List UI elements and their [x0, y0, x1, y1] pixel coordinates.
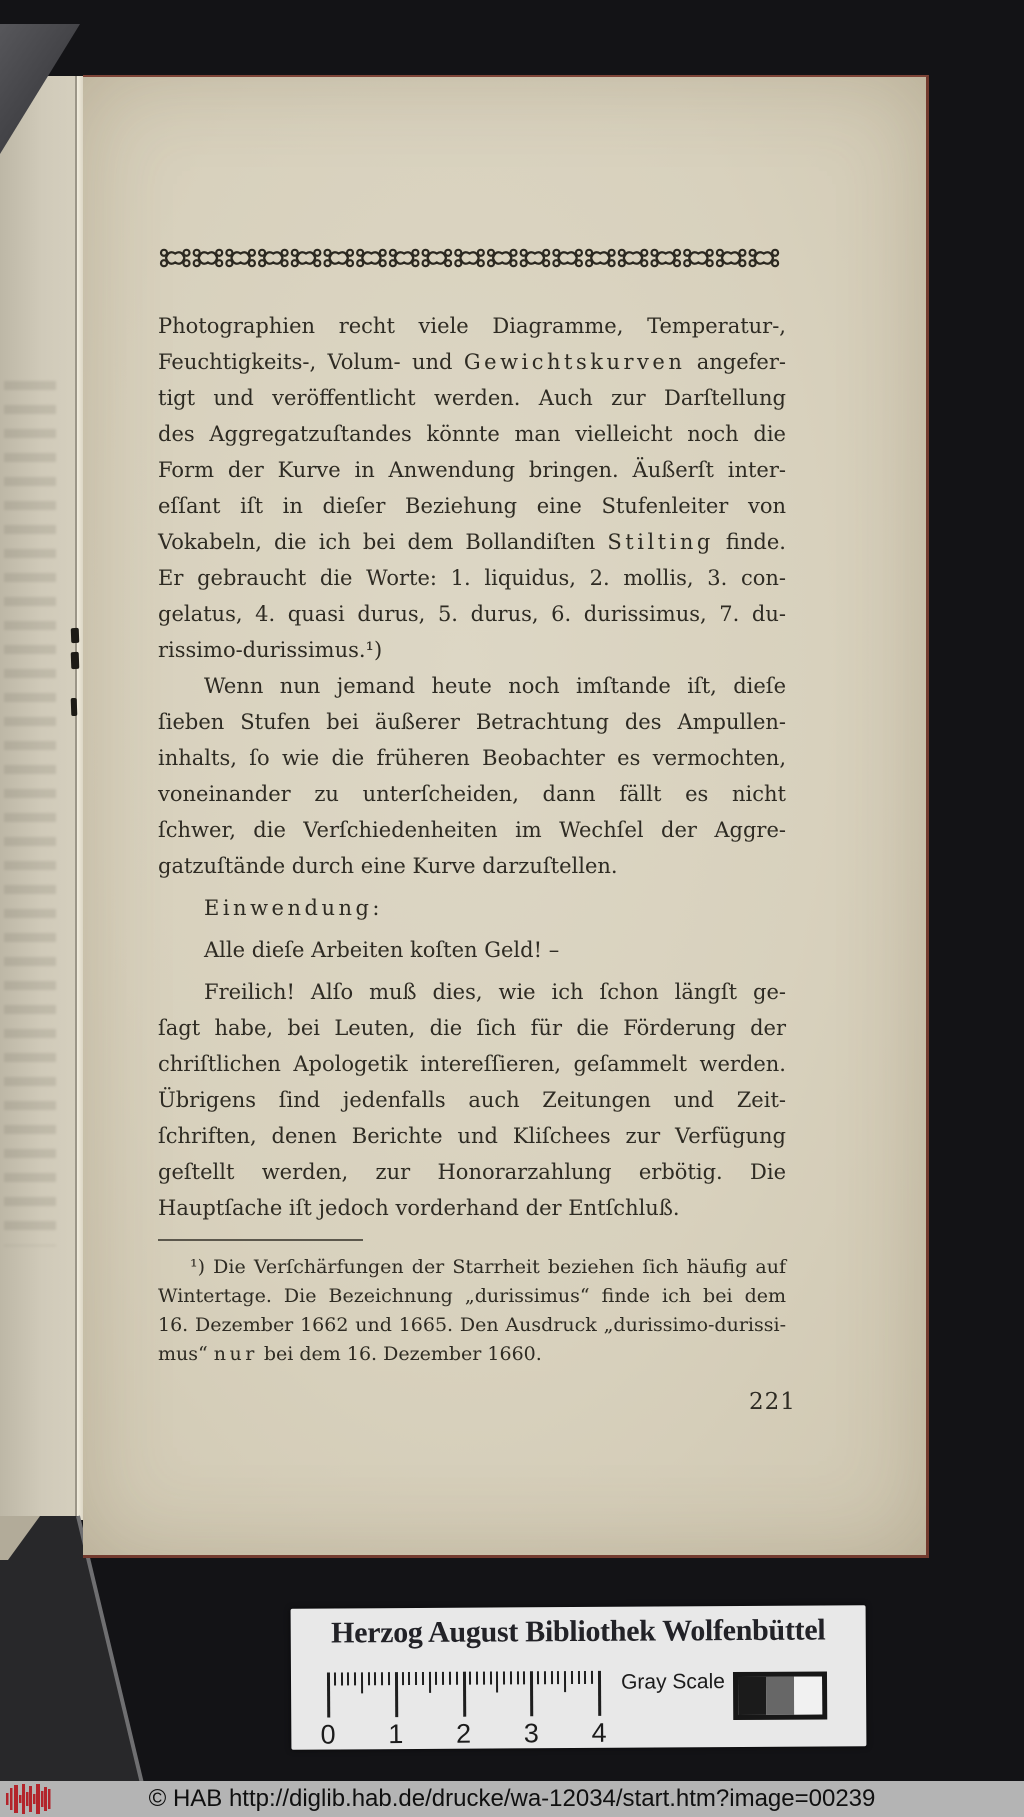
text-line: mus“ nur bei dem 16. Dezember 1660. [158, 1343, 542, 1365]
text-line: Photographien recht viele Diagramme, Temperatur-, [158, 314, 786, 338]
gray-scale-swatches [733, 1671, 827, 1720]
ruler-tick [327, 1673, 330, 1718]
ruler-tick [341, 1672, 343, 1685]
ruler-tick [591, 1671, 593, 1684]
text-line: Wenn nun jemand heute noch imſtande iſt, dieſe [204, 674, 786, 698]
ink-mark [71, 628, 80, 643]
ruler-tick [449, 1672, 451, 1685]
ink-mark [71, 698, 78, 716]
ruler-tick [435, 1672, 437, 1685]
body-text [158, 308, 786, 1226]
footer-bar [0, 1781, 1024, 1817]
text-line: ¹) Die Verſchärfungen der Starrheit beziehen ſich häufig auf [190, 1256, 786, 1278]
ruler-tick [422, 1672, 424, 1685]
label-title: Herzog August Bibliothek Wolfenbüttel [330, 1613, 826, 1650]
ruler-tick [523, 1671, 525, 1684]
text-line: Freilich! Alſo muß dies, wie ich ſchon längſt ge- [204, 980, 786, 1004]
book-page [83, 75, 929, 1558]
footnote-text [158, 1253, 786, 1369]
ruler-tick [483, 1672, 485, 1685]
footnote-block [158, 1239, 786, 1369]
text-line: des Aggregatzuſtandes könnte man vielleicht noch die [158, 422, 786, 446]
text-line: Form der Kurve in Anwendung bringen. Äußerſt inter- [158, 458, 786, 482]
ruler [320, 1671, 617, 1750]
swatch-gray [766, 1677, 794, 1715]
text-block [158, 247, 786, 1226]
text-line: Wintertage. Die Bezeichnung „durissimus“ finde ich bei dem [158, 1285, 786, 1307]
ruler-numbers [320, 1671, 617, 1750]
text-line: gelatus, 4. quasi durus, 5. durus, 6. durissimus, 7. du- [158, 602, 786, 626]
swatch-black [738, 1677, 766, 1715]
ruler-number: 1 [388, 1719, 404, 1750]
ruler-tick [462, 1672, 465, 1717]
ruler-number: 4 [591, 1717, 607, 1748]
ruler-tick [551, 1671, 553, 1684]
ruler-tick [503, 1671, 505, 1684]
ruler-tick [537, 1671, 539, 1684]
ruler-tick [395, 1672, 398, 1717]
ruler-ticks [327, 1671, 617, 1673]
text-line: ſagt habe, bei Leuten, die ſich für die Förderung der [158, 1016, 786, 1040]
ink-mark [71, 652, 80, 669]
ruler-number: 2 [455, 1718, 472, 1749]
ruler-tick [334, 1672, 336, 1685]
ruler-tick [476, 1672, 478, 1685]
text-line: Vokabeln, die ich bei dem Bollandiſten Stilting finde. [158, 530, 786, 554]
ruler-tick [415, 1672, 417, 1685]
ruler-tick [347, 1672, 349, 1685]
text-line: chriſtlichen Apologetik intereſſieren, geſammelt werden. [158, 1052, 786, 1076]
ruler-tick [530, 1671, 533, 1716]
ruler-tick [544, 1671, 546, 1684]
text-line: rissimo-durissimus.¹) [158, 638, 383, 662]
text-line: ſchriften, denen Berichte und Kliſchees zur Verfügung [158, 1124, 786, 1148]
ruler-tick [456, 1672, 458, 1685]
ruler-tick [584, 1671, 586, 1684]
text-line: Alle dieſe Arbeiten koſten Geld! – [204, 938, 560, 962]
ruler-tick [368, 1672, 370, 1685]
ruler-tick [598, 1671, 601, 1716]
ruler-tick [374, 1672, 376, 1685]
ruler-tick [469, 1672, 471, 1685]
text-line: inhalts, ſo wie die früheren Beobachter es vermochten, [158, 746, 786, 770]
text-line: Einwendung: [204, 896, 384, 920]
facing-page-edge [0, 76, 77, 1516]
footnote-separator [158, 1239, 363, 1241]
text-line: Feuchtigkeits-, Volum- und Gewichtskurven angefer- [158, 350, 786, 374]
swatch-white [794, 1677, 822, 1715]
ruler-tick [388, 1672, 390, 1685]
gray-scale-label: Gray Scale [620, 1670, 725, 1694]
ghost-text-showthrough [4, 366, 56, 1246]
ruler-tick [578, 1671, 580, 1684]
text-line: Hauptſache iſt jedoch vorderhand der Entſchluß. [158, 1196, 680, 1220]
page-number: 221 [749, 1389, 796, 1415]
text-line: tigt und veröffentlicht werden. Auch zur Darſtellung [158, 386, 786, 410]
text-line: gatzuſtände durch eine Kurve darzuſtellen. [158, 854, 618, 878]
ruler-tick [571, 1671, 573, 1684]
ruler-tick [490, 1672, 492, 1685]
text-line: voneinander zu unterſcheiden, dann fällt es nicht [158, 782, 786, 806]
ruler-tick [496, 1671, 498, 1692]
text-line: Er gebraucht die Worte: 1. liquidus, 2. mollis, 3. con- [158, 566, 786, 590]
reference-label [291, 1605, 867, 1750]
ruler-number: 0 [320, 1719, 336, 1750]
ruler-tick [361, 1672, 363, 1693]
ruler-tick [510, 1671, 512, 1684]
ruler-tick [517, 1671, 519, 1684]
ornament-border [159, 247, 781, 269]
text-line: eſſant iſt in dieſer Beziehung eine Stufenleiter von [158, 494, 786, 518]
ruler-tick [408, 1672, 410, 1685]
ruler-tick [354, 1672, 356, 1685]
text-line: Übrigens ſind jedenfalls auch Zeitungen und Zeit- [158, 1088, 786, 1112]
text-line: ſchwer, die Verſchiedenheiten im Wechſel der Aggre- [158, 818, 786, 842]
text-line: ſieben Stufen bei äußerer Betrachtung des Ampullen- [158, 710, 786, 734]
ruler-tick [401, 1672, 403, 1685]
text-line: 16. Dezember 1662 und 1665. Den Ausdruck „durissimo-durissi- [158, 1314, 786, 1336]
hab-logo-icon [5, 1783, 53, 1815]
ruler-number: 3 [523, 1718, 539, 1749]
ruler-tick [557, 1671, 559, 1684]
ruler-tick [429, 1672, 431, 1693]
ruler-tick [442, 1672, 444, 1685]
text-line: geſtellt werden, zur Honorarzahlung erbötig. Die [158, 1160, 786, 1184]
ruler-tick [381, 1672, 383, 1685]
copyright-text: © HAB http://diglib.hab.de/drucke/wa-12034/start.htm?image=00239 [148, 1785, 876, 1812]
ruler-tick [564, 1671, 566, 1692]
